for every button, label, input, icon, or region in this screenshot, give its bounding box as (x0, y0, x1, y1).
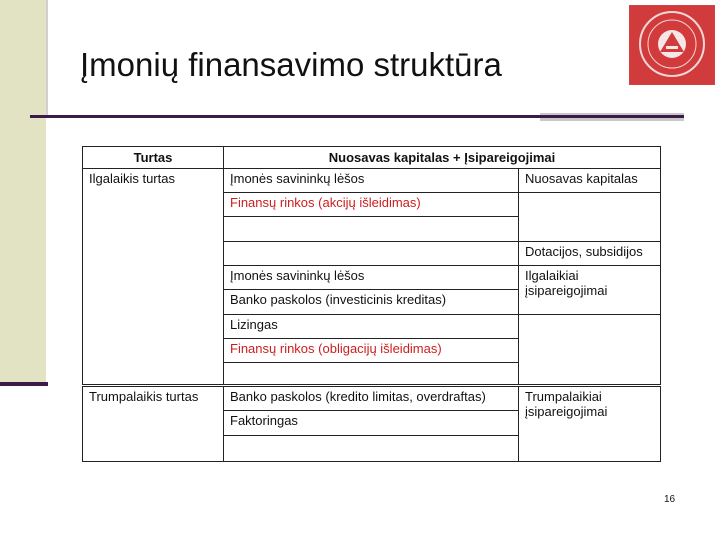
empty-row-cell (223, 216, 519, 242)
grants-cell: Dotacijos, subsidijos (518, 241, 661, 266)
header-assets: Turtas (82, 146, 224, 169)
empty-row-cell-3 (223, 362, 519, 385)
decorative-sidebar (0, 0, 46, 382)
slide-number: 16 (664, 494, 676, 505)
equity-cell: Nuosavas kapitalas (518, 168, 661, 193)
sidebar-accent-line (0, 382, 48, 386)
long-term-assets-cell: Ilgalaikis turtas (82, 168, 224, 385)
leasing-cell: Lizingas (223, 314, 519, 339)
equity-cell-empty (518, 192, 661, 242)
university-logo (629, 5, 715, 85)
title-rule (30, 115, 684, 118)
financial-markets-stock-cell: Finansų rinkos (akcijų išleidimas) (223, 192, 519, 217)
long-term-liabilities-cell: Ilgalaikiai įsipareigojimai (518, 265, 661, 315)
vertical-divider (46, 0, 48, 118)
financial-markets-bonds-cell: Finansų rinkos (obligacijų išleidimas) (223, 338, 519, 363)
slide-title: Įmonių finansavimo struktūra (80, 46, 502, 83)
owner-funds-cell-2: Įmonės savininkų lėšos (223, 265, 519, 290)
bank-loans-investment-cell: Banko paskolos (investicinis kreditas) (223, 289, 519, 315)
empty-row-cell-4 (223, 435, 519, 462)
long-term-liabilities-empty (518, 314, 661, 385)
bank-loans-credit-cell: Banko paskolos (kredito limitas, overdraftas) (223, 386, 519, 411)
owner-funds-cell: Įmonės savininkų lėšos (223, 168, 519, 193)
empty-row-cell-2 (223, 241, 519, 266)
factoring-cell: Faktoringas (223, 410, 519, 436)
header-liabilities: Nuosavas kapitalas + Įsipareigojimai (223, 146, 661, 169)
short-term-liabilities-cell: Trumpalaikiai įsipareigojimai (518, 386, 661, 462)
short-term-assets-cell: Trumpalaikis turtas (82, 386, 224, 462)
